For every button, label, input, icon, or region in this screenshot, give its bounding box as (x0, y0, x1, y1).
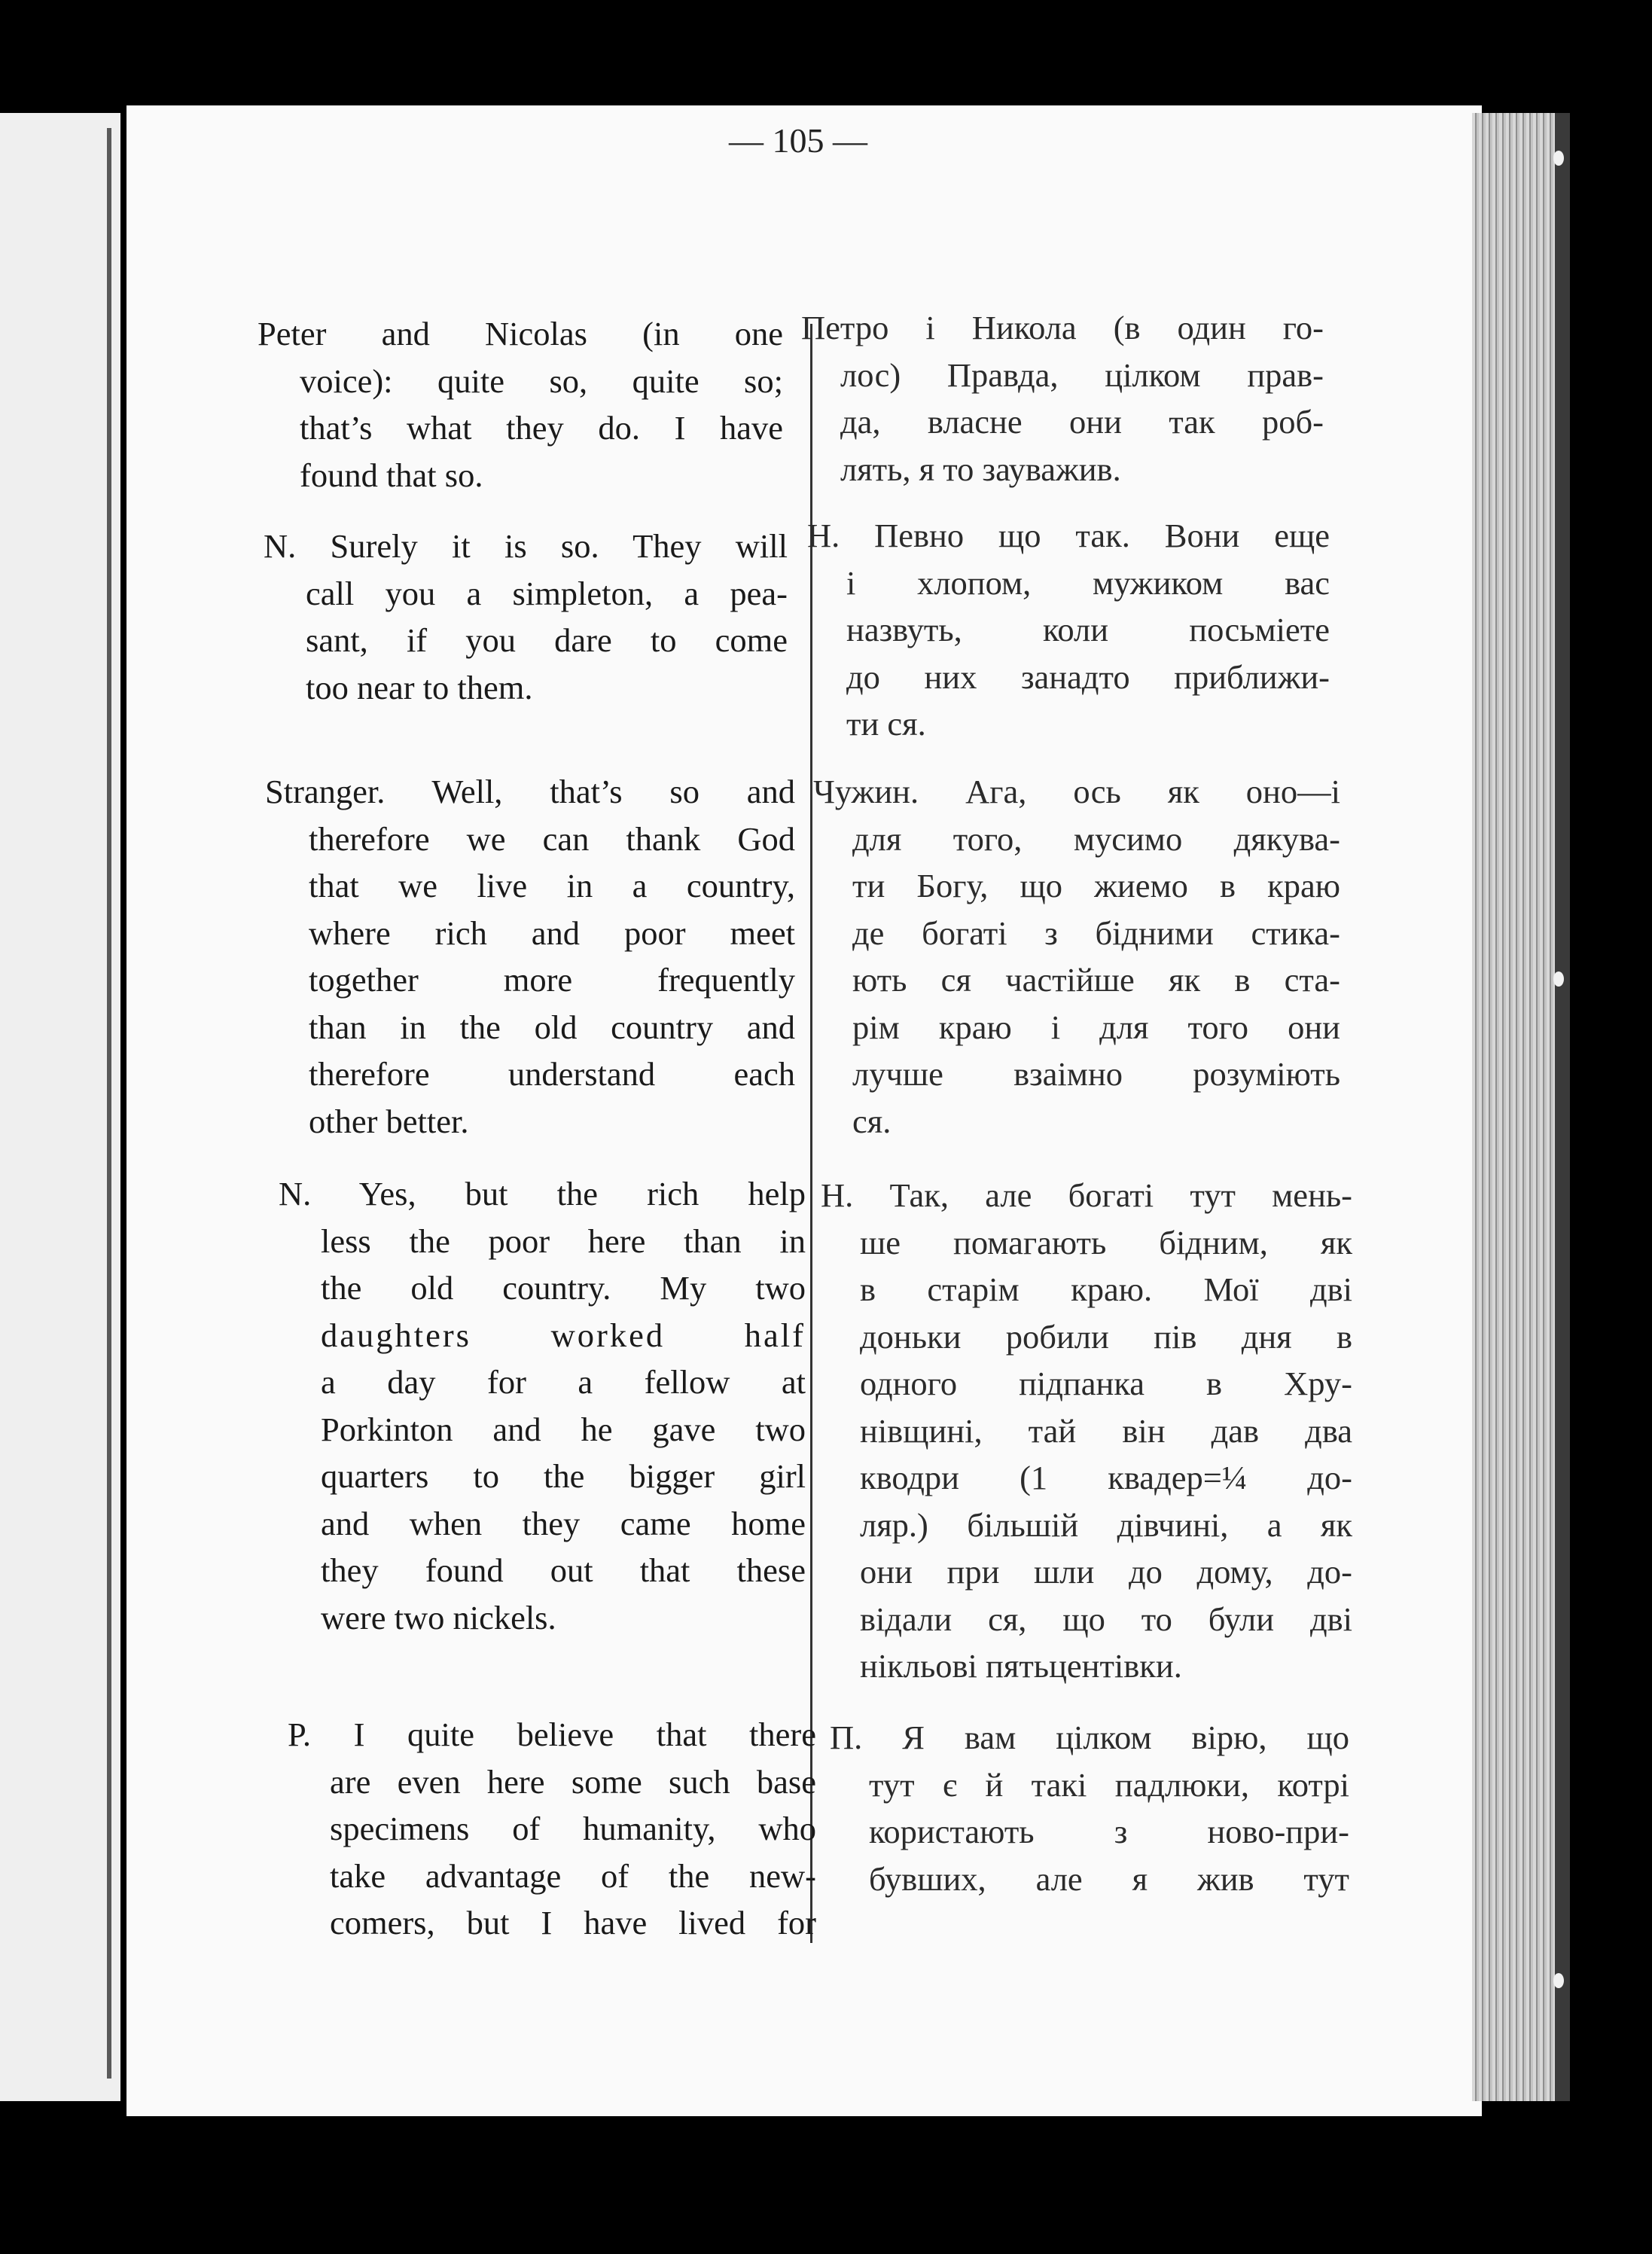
ukrainian-line: Н. Певно що так. Вони еще (807, 517, 1330, 554)
ukrainian-line: ють ся частійше як в ста- (852, 961, 1340, 999)
ukrainian-line: нікльові пятьцентівки. (860, 1647, 1182, 1685)
ukrainian-line: нівщині, тай він дав два (860, 1411, 1352, 1450)
ukrainian-line: рім краю і для того они (852, 1008, 1340, 1046)
english-line: comers, but I have lived for (330, 1904, 816, 1941)
english-line: therefore understand each (309, 1055, 795, 1093)
ukrainian-line: лос) Правда, цілком прав- (840, 355, 1324, 394)
ukrainian-paragraph (821, 1172, 1352, 1690)
english-line: were two nickels. (321, 1598, 556, 1636)
english-line: specimens of humanity, who (330, 1810, 816, 1847)
english-line: voice): quite so, quite so; (300, 361, 783, 400)
ukrainian-line: они при шли до дому, до- (860, 1553, 1352, 1591)
english-line: where rich and poor meet (309, 913, 795, 952)
binding-hole (1553, 1973, 1564, 1988)
english-line: they found out that these (321, 1551, 806, 1589)
ukrainian-line: ляр.) більшій дівчині, а як (860, 1505, 1352, 1544)
english-line: other better. (309, 1102, 469, 1140)
ukrainian-line: ти ся. (846, 705, 926, 743)
ukrainian-line: в старім краю. Мої дві (860, 1270, 1352, 1308)
english-line: Stranger. Well, that’s so and (265, 773, 795, 810)
ukrainian-line: лучше взаімно розуміють (852, 1055, 1340, 1093)
english-line: N. Yes, but the rich help (279, 1175, 806, 1212)
english-line: that we live in a country, (309, 867, 795, 904)
english-paragraph (265, 768, 795, 1145)
english-line: Peter and Nicolas (in one (258, 315, 783, 352)
ukrainian-line: користають з ново-при- (869, 1813, 1349, 1850)
ukrainian-line: П. Я вам цілком вірю, що (830, 1719, 1349, 1756)
english-line: the old country. My two (321, 1269, 806, 1307)
english-line: Porkinton and he gave two (321, 1410, 806, 1448)
ukrainian-line: і хлопом, мужиком вас (846, 563, 1330, 602)
binding-hole (1553, 971, 1564, 987)
left-page-margin (0, 113, 120, 2101)
binding-hole (1553, 151, 1564, 166)
ukrainian-line: до них занадто приближи- (846, 657, 1330, 696)
ukrainian-paragraph (801, 304, 1324, 493)
ukrainian-line: бувших, але я жив тут (869, 1859, 1349, 1898)
english-line: and when they came home (321, 1504, 806, 1542)
ukrainian-paragraph (813, 768, 1340, 1145)
ukrainian-line: ся. (852, 1102, 892, 1140)
english-line: sant, if you dare to come (306, 621, 788, 659)
english-line: than in the old country and (309, 1008, 795, 1046)
english-line: quarters to the bigger girl (321, 1457, 806, 1495)
ukrainian-paragraph (807, 512, 1330, 748)
english-paragraph (258, 310, 783, 499)
english-line: that’s what they do. I have (300, 409, 783, 447)
english-line: less the poor here than in (321, 1222, 806, 1260)
english-line: found that so. (300, 456, 483, 494)
english-paragraph (264, 523, 788, 711)
english-line: together more frequently (309, 961, 795, 999)
ukrainian-line: ти Богу, що жиемо в краю (852, 867, 1340, 904)
book-gutter-fold (107, 128, 111, 2079)
ukrainian-line: для того, мусимо дякува- (852, 819, 1340, 858)
page-stack-edge (1472, 113, 1555, 2101)
english-line: a day for a fellow at (321, 1363, 806, 1401)
english-line: call you a simpleton, a pea- (306, 574, 788, 612)
english-line: too near to them. (306, 668, 533, 706)
ukrainian-line: лять, я то зауважив. (840, 450, 1121, 488)
english-line: daughters worked half (321, 1316, 806, 1354)
ukrainian-line: Петро і Никола (в один го- (801, 309, 1324, 346)
english-line: take advantage of the new- (330, 1856, 816, 1895)
english-paragraph (288, 1711, 816, 1947)
ukrainian-line: доньки робили пів дня в (860, 1317, 1352, 1356)
ukrainian-line: назвуть, коли посьміете (846, 611, 1330, 648)
english-line: therefore we can thank God (309, 819, 795, 858)
ukrainian-line: тут є й такі падлюки, котрі (869, 1765, 1349, 1804)
book-cover-edge (1555, 113, 1570, 2101)
ukrainian-line: де богаті з бідними стика- (852, 913, 1340, 952)
ukrainian-line: кводри (1 квадер=¼ до- (860, 1459, 1352, 1496)
ukrainian-paragraph (830, 1714, 1349, 1902)
ukrainian-line: ше помагають бідним, як (860, 1223, 1352, 1261)
english-line: are even here some such base (330, 1762, 816, 1801)
english-line: P. I quite believe that there (288, 1716, 816, 1753)
ukrainian-line: Чужин. Ага, ось як оно—і (813, 773, 1340, 810)
page-number: — 105 — (729, 121, 867, 160)
english-paragraph (279, 1170, 806, 1641)
ukrainian-line: відали ся, що то були дві (860, 1600, 1352, 1638)
ukrainian-line: да, власне они так роб- (840, 403, 1324, 441)
english-line: N. Surely it is so. They will (264, 527, 788, 565)
ukrainian-line: Н. Так, але богаті тут мень- (821, 1176, 1352, 1214)
ukrainian-line: одного підпанка в Хру- (860, 1365, 1352, 1402)
